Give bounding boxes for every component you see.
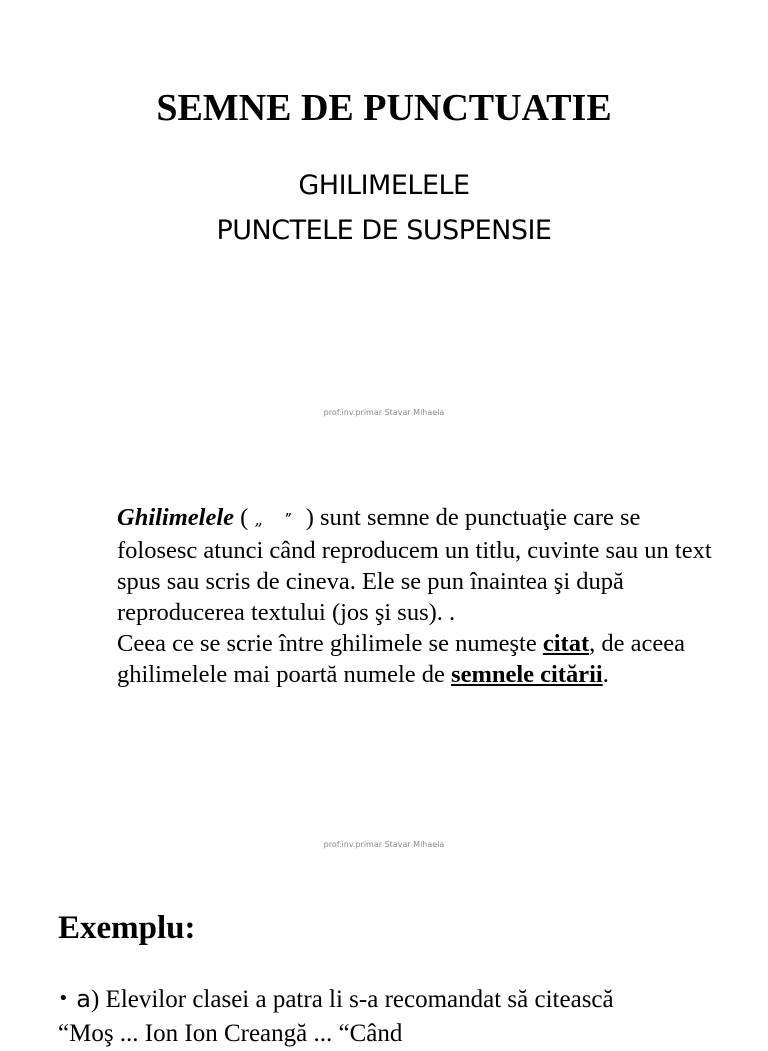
bullet-letter: a bbox=[68, 985, 91, 1013]
bullet-line-2: “Moş ... Ion Ion Creangă ... “Când bbox=[58, 1020, 403, 1047]
paragraph-2-start: Ceea ce se scrie între ghilimele se numeşte bbox=[117, 630, 543, 657]
paragraph-2-mid: , de aceea ghilimelele mai poartă numele de bbox=[117, 630, 685, 688]
open-paren: ( bbox=[234, 504, 255, 531]
paragraph-1 bbox=[59, 502, 719, 628]
paragraph-1-text: ) sunt semne de punctuaţie care se folosesc atunci când reproducem un titlu, cuvinte sau un text spus sau scris de cineva. Ele se pun înaintea şi după reproducerea textului (jos şi sus). . bbox=[117, 504, 712, 626]
term-ghilimelele: Ghilimelele bbox=[117, 504, 235, 531]
bullet-icon: • bbox=[58, 988, 69, 1009]
definition-text bbox=[59, 502, 719, 690]
paragraph-2 bbox=[59, 628, 719, 690]
slide-footer: prof.inv.primar Stavar Mihaela bbox=[323, 840, 445, 849]
slide-ghilimelele-definition bbox=[0, 432, 768, 864]
example-heading: Exemplu: bbox=[58, 910, 196, 946]
example-bullet-item bbox=[58, 982, 758, 1051]
bullet-line-1 bbox=[58, 982, 758, 1017]
bullet-text: ) Elevilor clasei a patra li s-a recomandat să citească bbox=[90, 986, 614, 1013]
quote-marks-symbol: „ ˮ bbox=[254, 510, 300, 529]
term-citat: citat bbox=[542, 630, 590, 657]
paragraph-2-end: . bbox=[602, 661, 609, 688]
subtitle-ghilimelele: GHILIMELELE bbox=[298, 170, 470, 201]
slide-title bbox=[0, 0, 768, 432]
subtitle-punctele-de-suspensie: PUNCTELE DE SUSPENSIE bbox=[216, 215, 552, 246]
page-title: SEMNE DE PUNCTUATIE bbox=[156, 87, 612, 129]
slide-footer: prof.inv.primar Stavar Mihaela bbox=[323, 408, 445, 417]
slide-exemplu bbox=[0, 864, 768, 1047]
term-semnele-citarii: semnele citării bbox=[451, 661, 603, 688]
